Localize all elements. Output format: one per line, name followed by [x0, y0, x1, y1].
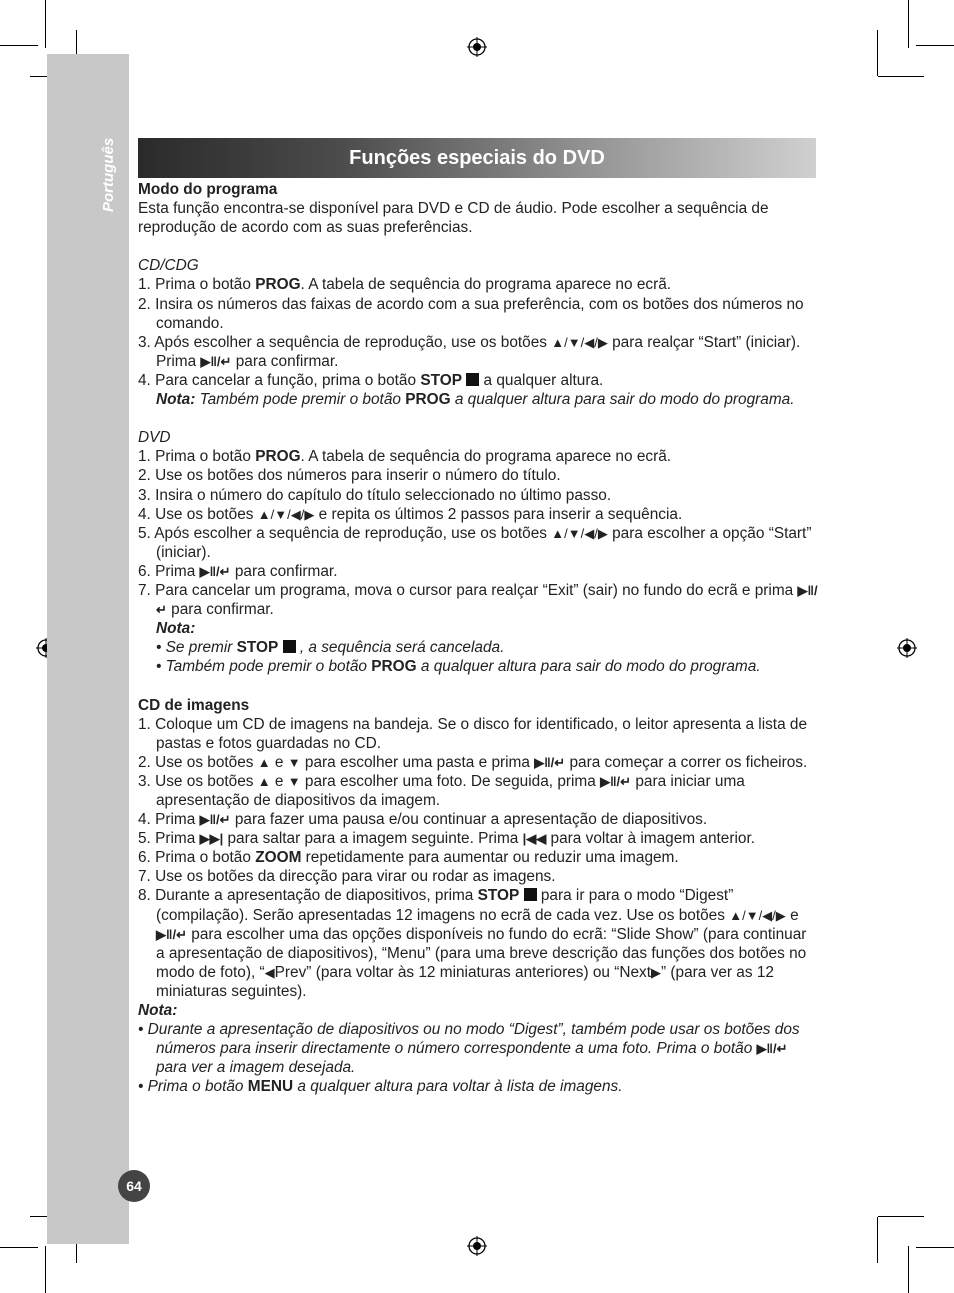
next-icon: ▶▶| — [199, 831, 224, 847]
play-enter-icon: ▶‖/↵ — [199, 812, 231, 828]
list-item: 7. Use os botões da direcção para virar ou rodar as imagens. — [138, 868, 556, 886]
play-enter-icon: ▶‖/↵ — [756, 1041, 788, 1057]
registration-mark-icon — [467, 1236, 487, 1256]
play-enter-icon: ▶‖/↵ — [199, 563, 231, 579]
crop-mark — [45, 1246, 46, 1293]
crop-mark — [878, 76, 924, 77]
section-heading: Modo do programa — [138, 181, 278, 198]
direction-arrows-icon: ▲/▼/◀/▶ — [257, 506, 315, 522]
note — [138, 638, 818, 676]
subsection-heading: CD/CDG — [138, 257, 199, 275]
section-heading: CD de imagens — [138, 696, 250, 714]
stop-icon — [524, 888, 537, 901]
stop-icon — [283, 640, 296, 653]
down-arrow-icon: ▼ — [287, 773, 301, 789]
right-arrow-icon: ▶ — [651, 964, 662, 980]
stop-icon — [466, 373, 479, 386]
registration-mark-icon — [897, 638, 917, 658]
list-item: 2. Insira os números das faixas de acordo com a sua preferência, com os botões dos números no comando. — [138, 295, 804, 332]
previous-icon: |◀◀ — [522, 831, 547, 847]
list-item: 1. Prima o botão PROG. A tabela de sequência do programa aparece no ecrã. — [138, 448, 672, 466]
note-item: • Também pode premir o botão PROG a qualquer altura para sair do modo do programa. — [156, 658, 761, 676]
list-item: 3. Insira o número do capítulo do título seleccionado no último passo. — [138, 486, 612, 504]
crop-mark — [0, 1247, 38, 1248]
list-item: 6. Prima ▶‖/↵ para confirmar. — [138, 562, 338, 580]
list-item: 2. Use os botões ▲ e ▼ para escolher uma pasta e prima ▶‖/↵ para começar a correr os ficheiros. — [138, 753, 808, 771]
crop-mark — [877, 30, 878, 76]
crop-mark — [916, 1247, 954, 1248]
play-enter-icon: ▶‖/↵ — [156, 926, 187, 942]
list-item: 8. Durante a apresentação de diapositivos, prima STOP para ir para o modo “Digest” (compilação). Serão apresentadas 12 imagens no ecrã de cada vez. Use os botões ▲/▼/◀/▶ e ▶‖/↵ para escolher uma das opções disponíveis no fundo do ecrã: “Slide Show” (para continuar a apresentação de diapositivos), “Menu” (para uma breve descrição das funções dos botões no modo de foto), “◀Prev” (para voltar às 12 miniaturas anteriores) ou “Next▶” (para ver as 12 miniaturas seguintes). — [138, 887, 807, 1000]
direction-arrows-icon: ▲/▼/◀/▶ — [551, 334, 608, 350]
crop-mark — [908, 1246, 909, 1293]
play-enter-icon: ▶‖/↵ — [156, 582, 818, 618]
play-enter-icon: ▶‖/↵ — [600, 773, 632, 789]
list-item: 3. Após escolher a sequência de reprodução, use os botões ▲/▼/◀/▶ para realçar “Start” (iniciar). Prima ▶‖/↵ para confirmar. — [138, 333, 801, 370]
note-label: Nota: — [156, 620, 196, 638]
crop-mark — [0, 45, 38, 46]
note-item: • Prima o botão MENU a qualquer altura para voltar à lista de imagens. — [138, 1078, 623, 1096]
list-item: 7. Para cancelar um programa, mova o cursor para realçar “Exit” (sair) no fundo do ecrã e prima ▶‖/↵ para confirmar. — [138, 581, 818, 619]
up-arrow-icon: ▲ — [257, 754, 271, 770]
subsection-heading: DVD — [138, 429, 171, 447]
list-item: 6. Prima o botão ZOOM repetidamente para aumentar ou reduzir uma imagem. — [138, 849, 679, 867]
registration-mark-icon — [467, 37, 487, 57]
note: Nota: Também pode premir o botão PROG a qualquer altura para sair do modo do programa. — [156, 391, 795, 409]
list-item: 5. Após escolher a sequência de reprodução, use os botões ▲/▼/◀/▶ para escolher a opção “Start” (iniciar). — [138, 524, 812, 561]
left-arrow-icon: ◀ — [264, 964, 275, 980]
crop-mark — [908, 0, 909, 48]
list-item: 2. Use os botões dos números para inserir o número do título. — [138, 467, 561, 485]
play-enter-icon: ▶‖/↵ — [200, 353, 232, 369]
crop-mark — [916, 45, 954, 46]
down-arrow-icon: ▼ — [287, 754, 301, 770]
up-arrow-icon: ▲ — [257, 773, 271, 789]
crop-mark — [45, 0, 46, 48]
list-item: 4. Para cancelar a função, prima o botão STOP a qualquer altura. — [138, 371, 604, 389]
manual-content — [138, 180, 818, 1097]
language-tab-label — [100, 182, 117, 212]
language-sidebar — [47, 54, 129, 1244]
note-item: • Durante a apresentação de diapositivos ou no modo “Digest”, também pode usar os botões dos números para inserir directamente o número correspondente a uma foto. Prima o botão ▶‖/↵ para ver a imagem desejada. — [138, 1021, 800, 1077]
direction-arrows-icon: ▲/▼/◀/▶ — [551, 525, 608, 541]
note-label: Nota: — [138, 1002, 178, 1020]
note — [138, 1020, 818, 1096]
play-enter-icon: ▶‖/↵ — [534, 754, 566, 770]
list-item: 4. Prima ▶‖/↵ para fazer uma pausa e/ou continuar a apresentação de diapositivos. — [138, 811, 708, 829]
note-item: • Se premir STOP , a sequência será cancelada. — [156, 639, 505, 657]
crop-mark — [877, 1217, 878, 1263]
list-item: 1. Coloque um CD de imagens na bandeja. Se o disco for identificado, o leitor apresenta a lista de pastas e fotos guardadas no CD. — [138, 715, 808, 752]
list-item: 1. Prima o botão PROG. A tabela de sequência do programa aparece no ecrã. — [138, 276, 672, 294]
list-item: 3. Use os botões ▲ e ▼ para escolher uma foto. De seguida, prima ▶‖/↵ para iniciar uma apresentação de diapositivos da imagem. — [138, 772, 745, 809]
direction-arrows-icon: ▲/▼/◀/▶ — [729, 907, 786, 923]
crop-mark — [878, 1216, 924, 1217]
list-item: 5. Prima ▶▶| para saltar para a imagem seguinte. Prima |◀◀ para voltar à imagem anterior. — [138, 830, 755, 848]
paragraph: Esta função encontra-se disponível para DVD e CD de áudio. Pode escolher a sequência de reprodução de acordo com as suas preferências. — [138, 200, 769, 237]
page-number: 64 — [118, 1170, 150, 1202]
list-item: 4. Use os botões ▲/▼/◀/▶ e repita os últimos 2 passos para inserir a sequência. — [138, 505, 683, 523]
page-title: Funções especiais do DVD — [138, 138, 816, 178]
